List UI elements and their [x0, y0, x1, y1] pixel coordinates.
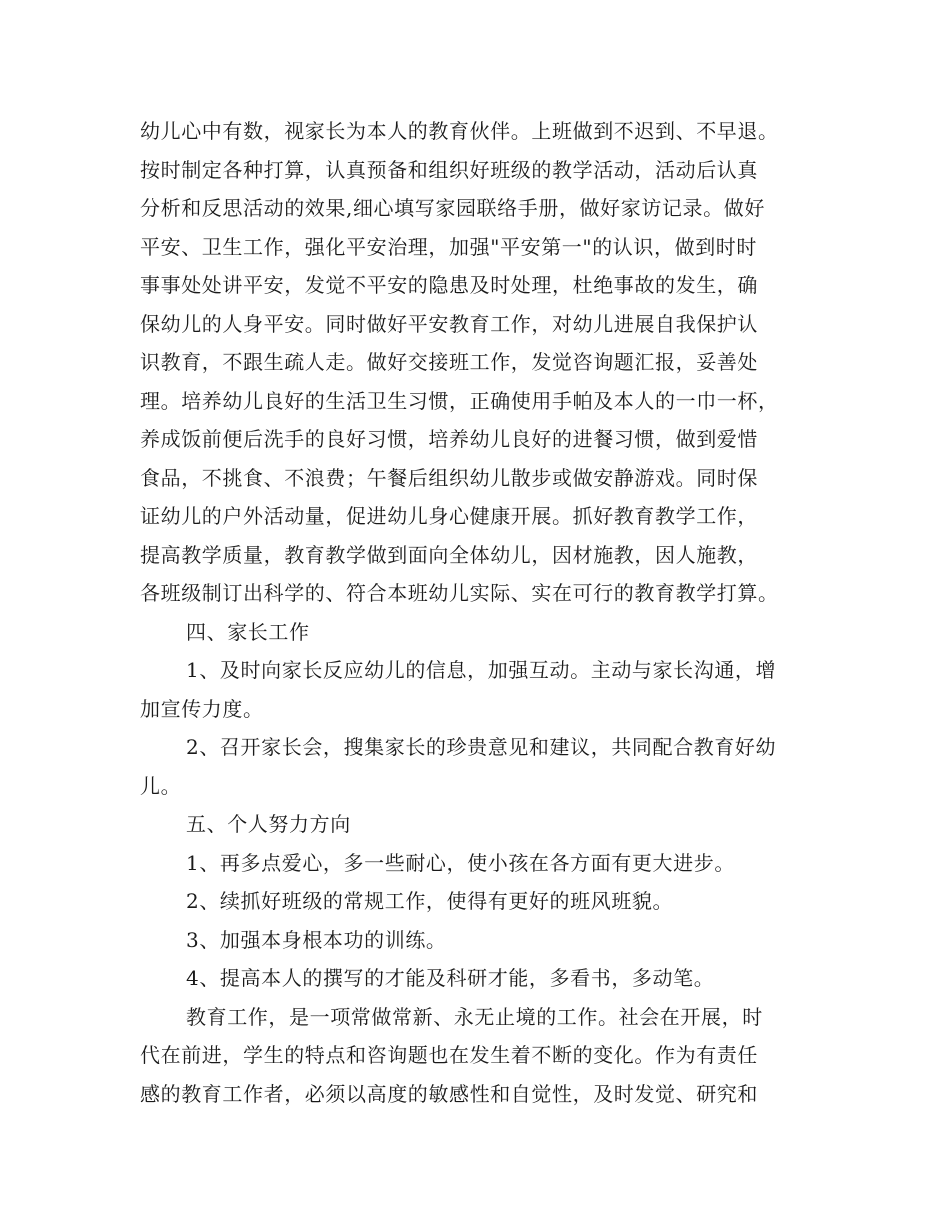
- text-line: 儿。: [140, 773, 182, 798]
- paragraph-daily-work: [140, 112, 840, 613]
- text-line: 幼儿心中有数，视家长为本人的教育伙伴。上班做到不迟到、不早退。: [140, 119, 779, 143]
- text-line: 证幼儿的户外活动量，促进幼儿身心健康开展。抓好教育教学工作，: [140, 504, 758, 528]
- text-line: 感的教育工作者，必须以高度的敏感性和自觉性，及时发觉、研究和: [140, 1081, 758, 1106]
- document-body: [140, 112, 840, 1113]
- list-item-personal-direction-3: 3、加强本身根本功的训练。: [186, 927, 447, 952]
- text-line: 分析和反思活动的效果,细心填写家园联络手册，做好家访记录。做好: [140, 196, 765, 220]
- text-line: 平安、卫生工作，强化平安治理，加强"平安第一"的认识，做到时时: [140, 234, 757, 259]
- list-item-parent-work-2: [140, 728, 840, 805]
- text-line: 识教育，不跟生疏人走。做好交接班工作，发觉咨询题汇报，妥善处: [140, 350, 758, 374]
- list-item-personal-direction-4: 4、提高本人的撰写的才能及科研才能，多看书，多动笔。: [186, 966, 715, 990]
- list-item-personal-direction-1: 1、再多点爱心，多一些耐心，使小孩在各方面有更大进步。: [186, 850, 735, 875]
- list-item-personal-direction-2: 2、续抓好班级的常规工作，使得有更好的班风班貌。: [186, 889, 674, 913]
- text-line: 理。培养幼儿良好的生活卫生习惯，正确使用手帕及本人的一巾一杯，: [140, 388, 779, 413]
- section-heading-parent-work: 四、家长工作: [186, 619, 310, 644]
- text-line: 1、及时向家长反应幼儿的信息，加强互动。主动与家长沟通，增: [186, 658, 777, 682]
- text-line: 提高教学质量，教育教学做到面向全体幼儿，因材施教，因人施教，: [140, 542, 758, 567]
- text-line: 加宣传力度。: [140, 696, 264, 721]
- paragraph-closing: [140, 998, 840, 1114]
- text-line: 2、召开家长会，搜集家长的珍贵意见和建议，共同配合教育好幼: [186, 735, 777, 759]
- text-line: 保幼儿的人身平安。同时做好平安教育工作，对幼儿进展自我保护认: [140, 311, 758, 336]
- text-line: 教育工作，是一项常做常新、永无止境的工作。社会在开展，时: [186, 1004, 763, 1029]
- text-line: 事事处处讲平安，发觉不平安的隐患及时处理，杜绝事故的发生，确: [140, 273, 758, 297]
- text-line: 食品，不挑食、不浪费；午餐后组织幼儿散步或做安静游戏。同时保: [140, 465, 758, 490]
- section-heading-personal-direction: 五、个人努力方向: [186, 812, 351, 836]
- list-item-parent-work-1: [140, 651, 840, 728]
- text-line: 各班级制订出科学的、符合本班幼儿实际、实在可行的教育教学打算。: [140, 581, 779, 605]
- text-line: 按时制定各种打算，认真预备和组织好班级的教学活动，活动后认真: [140, 157, 758, 182]
- text-line: 代在前进，学生的特点和咨询题也在发生着不断的变化。作为有责任: [140, 1043, 758, 1067]
- text-line: 养成饭前便后洗手的良好习惯，培养幼儿良好的进餐习惯，做到爱惜: [140, 427, 758, 451]
